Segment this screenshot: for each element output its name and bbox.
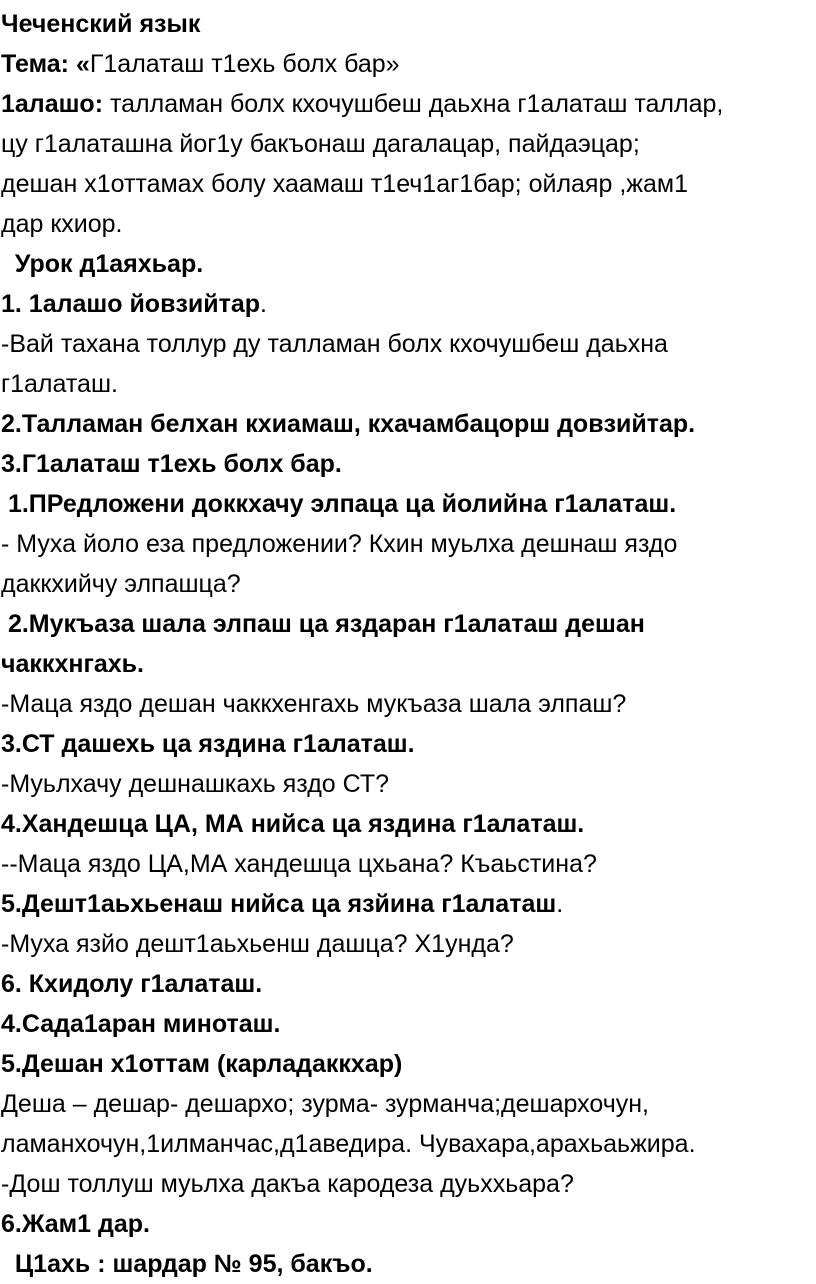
sub-4-heading: 4.Хандешца ЦА, МА нийса ца яздина г1алаташ. <box>1 810 585 838</box>
sub-1-heading <box>1 484 813 524</box>
aims-label: 1алашо: <box>1 90 104 118</box>
section-6b-heading: 6.Жам1 дар. <box>1 1210 150 1238</box>
sub-5-question: -Муха язйо дешт1аьхьенш дашца? Х1унда? <box>1 930 514 958</box>
section-3-heading: 3.Г1алаташ т1ехь болх бар. <box>1 450 342 478</box>
aims-text-1: талламан болх кхочушбеш даьхна г1алаташ таллар, <box>103 90 724 118</box>
section-1-text-1: -Вай тахана толлур ду талламан болх кхочушбеш даьхна <box>1 330 668 358</box>
topic-line <box>1 44 813 84</box>
sub-5-heading <box>1 884 813 924</box>
sub-2-title-1: 2.Мукъаза шала элпаш ца яздаран г1алаташ дешан <box>7 610 645 638</box>
lesson-heading <box>1 244 813 284</box>
lesson-heading-text: Урок д1аяхьар. <box>14 250 204 278</box>
aims-line-4: дар кхиор. <box>1 210 123 238</box>
sub-3-question: -Муьлхачу дешнашкахь яздо СТ? <box>1 770 390 798</box>
lesson-document <box>1 0 813 1284</box>
aims-line-2: цу г1алаташна йог1у бакъонаш дагалацар, пайдаэцар; <box>1 130 640 158</box>
topic-title: Г1алаташ т1ехь болх бар» <box>89 50 400 78</box>
sub-1-title: 1.ПРедложени доккхачу элпаца ца йолийна г1алаташ. <box>7 490 677 518</box>
section-1-dot: . <box>260 290 267 318</box>
sub-3-heading: 3.СТ дашехь ца яздина г1алаташ. <box>1 730 415 758</box>
section-1-text-2: г1алаташ. <box>1 370 118 398</box>
sub-5-dot: . <box>556 890 564 918</box>
sub-2-question: -Маца яздо дешан чаккхенгахь мукъаза шала элпаш? <box>1 690 627 718</box>
aims-line-3: дешан х1оттамах болу хаамаш т1еч1аг1бар; ойлаяр ,жам1 <box>1 170 688 198</box>
sub-4-question: --Маца яздо ЦА,МА хандешца цхьана? Къаьстина? <box>1 850 597 878</box>
section-4b-heading: 4.Сада1аран миноташ. <box>1 1010 281 1038</box>
aims-line-1 <box>1 84 813 124</box>
homework-line <box>1 1244 813 1284</box>
section-1-heading <box>1 284 813 324</box>
homework-text: Ц1ахь : шардар № 95, бакъо. <box>14 1250 373 1278</box>
section-5b-text-2: ламанхочун,1илманчас,д1аведира. Чувахара,арахьаьжира. <box>1 1130 696 1158</box>
subject-line: Чеченский язык <box>1 10 201 38</box>
section-1-title: 1. 1алашо йовзийтар <box>1 290 261 318</box>
sub-5-title: 5.Дешт1аьхьенаш нийса ца язйина г1алаташ <box>1 890 557 918</box>
sub-2-heading-2: чаккхнгахь. <box>1 650 144 678</box>
section-5b-text-3: -Дош толлуш муьлха дакъа кародеза дуьххьара? <box>1 1170 574 1198</box>
section-5b-heading: 5.Дешан х1оттам (карладаккхар) <box>1 1050 403 1078</box>
section-6-heading: 6. Кхидолу г1алаташ. <box>1 970 263 998</box>
section-5b-text-1: Деша – дешар- дешархо; зурма- зурманча;дешархочун, <box>1 1090 649 1118</box>
sub-2-heading-1 <box>1 604 813 644</box>
topic-label: Тема: « <box>1 50 90 78</box>
section-2-heading: 2.Талламан белхан кхиамаш, кхачамбацорш довзийтар. <box>1 410 696 438</box>
sub-1-question-1: - Муха йоло еза предложении? Кхин муьлха дешнаш яздо <box>1 530 678 558</box>
sub-1-question-2: даккхийчу элпашца? <box>1 570 241 598</box>
